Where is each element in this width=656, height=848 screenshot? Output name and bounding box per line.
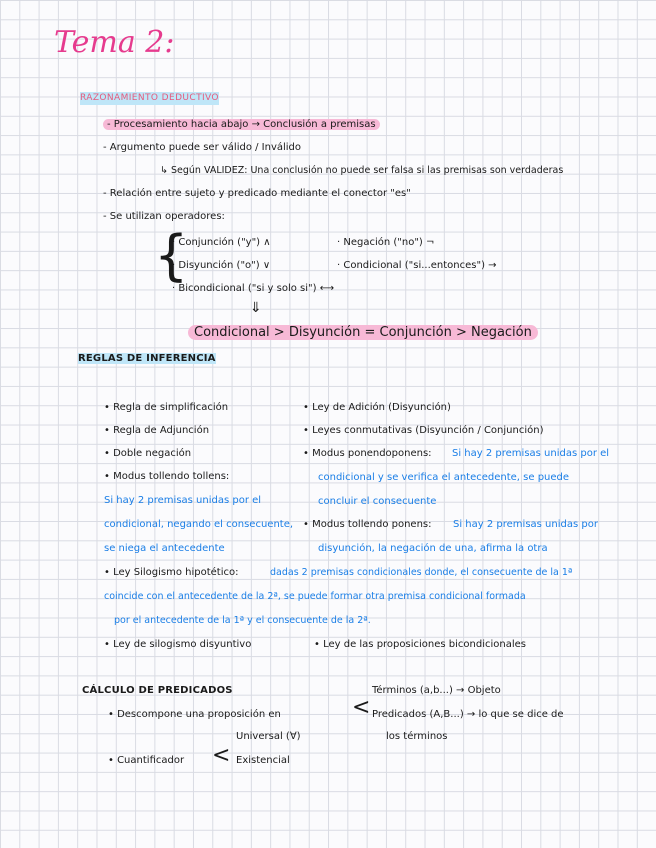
- operator-conjuncion: · Conjunción ("y") ∧: [172, 237, 271, 248]
- section-heading-reglas: REGLAS DE INFERENCIA: [78, 353, 216, 364]
- sh-desc-1: dadas 2 premisas condicionales donde, el consecuente de la 1ª: [270, 567, 573, 578]
- sh-desc-3: por el antecedente de la 1ª y el consecuente de la 2ª.: [114, 615, 371, 626]
- rule-modus-ponens: • Modus ponendoponens:: [303, 448, 432, 459]
- line-argumento: - Argumento puede ser válido / Inválido: [103, 142, 302, 153]
- sh-desc-2: coincide con el antecedente de la 2ª, se puede formar otra premisa condicional formada: [104, 591, 526, 602]
- rule-modus-tollens: • Modus tollendo tollens:: [104, 471, 230, 482]
- cuantificador-universal: Universal (∀): [236, 731, 301, 742]
- hierarchy-highlight: Condicional > Disyunción = Conjunción > Negación: [188, 324, 538, 342]
- mpp-desc-1: Si hay 2 premisas unidas por el: [452, 448, 610, 459]
- branch-angle-icon: <: [352, 695, 371, 720]
- down-arrow-icon: ⇓: [250, 300, 262, 316]
- rule-silogismo-hipotetico: • Ley Silogismo hipotético:: [104, 567, 239, 578]
- operator-condicional: · Condicional ("si...entonces") →: [337, 260, 497, 271]
- rule-modus-tollendo-ponens: • Modus tollendo ponens:: [303, 519, 432, 530]
- rule-simplificacion: • Regla de simplificación: [104, 402, 229, 413]
- left-brace-icon: {: [154, 224, 189, 287]
- rule-adjuncion: • Regla de Adjunción: [104, 425, 210, 436]
- mtp-desc-2: disyunción, la negación de una, afirma la otra: [318, 543, 548, 554]
- cuantificador-existencial: Existencial: [236, 755, 290, 766]
- item-cuantificador: • Cuantificador: [108, 755, 185, 766]
- branch-predicados: Predicados (A,B...) → lo que se dice de: [372, 709, 564, 720]
- mtt-desc-3: se niega el antecedente: [104, 543, 225, 554]
- quantifier-angle-icon: <: [212, 743, 231, 768]
- section-heading-razonamiento: RAZONAMIENTO DEDUCTIVO: [80, 93, 219, 103]
- item-descompone: • Descompone una proposición en: [108, 709, 281, 720]
- branch-terminos: Términos (a,b...) → Objeto: [372, 685, 501, 696]
- line-validez: ↳ Según VALIDEZ: Una conclusión no puede ser falsa si las premisas son verdaderas: [160, 165, 564, 176]
- rule-conmutativas: • Leyes conmutativas (Disyunción / Conjunción): [303, 425, 544, 436]
- rule-doble-negacion: • Doble negación: [104, 448, 192, 459]
- mtt-desc-1: Si hay 2 premisas unidas por el: [104, 495, 262, 506]
- operator-negacion: · Negación ("no") ¬: [337, 237, 435, 248]
- rule-silogismo-disyuntivo: • Ley de silogismo disyuntivo: [104, 639, 252, 650]
- line-operadores: - Se utilizan operadores:: [103, 211, 225, 222]
- mtt-desc-2: condicional, negando el consecuente,: [104, 519, 294, 530]
- rule-adicion: • Ley de Adición (Disyunción): [303, 402, 451, 413]
- mpp-desc-2: condicional y se verifica el antecedente, se puede: [318, 472, 570, 483]
- operator-disyuncion: · Disyunción ("o") ∨: [172, 260, 271, 271]
- section-heading-predicados: CÁLCULO DE PREDICADOS: [82, 685, 233, 696]
- branch-predicados-cont: los términos: [386, 731, 448, 742]
- mtp-desc-1: Si hay 2 premisas unidas por: [453, 519, 598, 530]
- line-procesamiento: - Procesamiento hacia abajo → Conclusión a premisas: [103, 118, 380, 131]
- rule-bicondicionales: • Ley de las proposiciones bicondicionales: [314, 639, 526, 650]
- mpp-desc-3: concluir el consecuente: [318, 496, 437, 507]
- page-title: Tema 2:: [54, 25, 175, 60]
- line-relacion: - Relación entre sujeto y predicado mediante el conector "es": [103, 188, 411, 199]
- operator-bicondicional: · Bicondicional ("si y solo si") ⟷: [172, 283, 335, 294]
